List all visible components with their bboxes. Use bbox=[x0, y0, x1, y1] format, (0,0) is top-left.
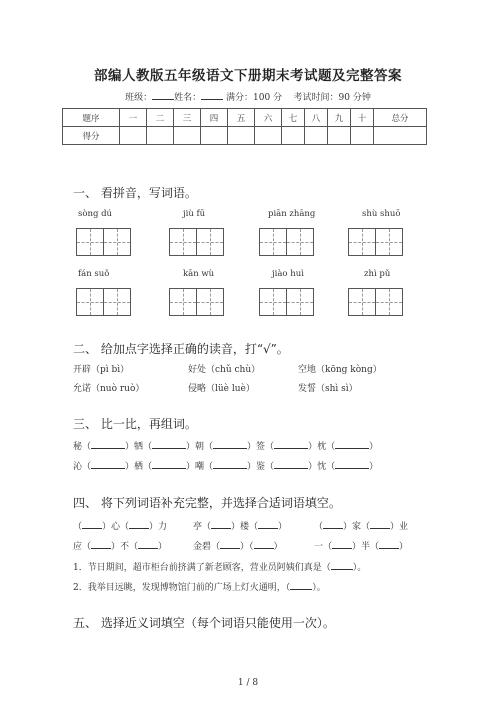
writing-box[interactable] bbox=[259, 228, 287, 256]
fill-sentence bbox=[73, 580, 326, 593]
idiom-text: ）心（ bbox=[102, 522, 130, 532]
pinyin-label: zhì pǔ bbox=[364, 269, 391, 279]
answer-blank[interactable] bbox=[213, 460, 247, 469]
idiom-text: 一（ bbox=[314, 542, 333, 552]
exam-info-line bbox=[0, 90, 496, 103]
idiom-text: ）不（ bbox=[111, 542, 139, 552]
writing-box[interactable] bbox=[76, 228, 104, 256]
answer-blank[interactable] bbox=[211, 520, 231, 529]
answer-blank[interactable] bbox=[220, 540, 240, 549]
answer-blank[interactable] bbox=[331, 561, 353, 570]
reading-choice[interactable]: 空地（kōng kòng） bbox=[298, 365, 382, 375]
reading-choice[interactable]: 开辟（pì bì） bbox=[73, 365, 130, 375]
writing-box[interactable] bbox=[103, 228, 131, 256]
table-cell: 得分 bbox=[63, 127, 120, 145]
score-cell[interactable] bbox=[174, 127, 201, 145]
table-cell: 三 bbox=[174, 109, 201, 127]
idiom-row bbox=[193, 519, 287, 532]
answer-blank[interactable] bbox=[138, 540, 158, 549]
answer-blank[interactable] bbox=[274, 460, 308, 469]
char-suffix: ） bbox=[369, 442, 379, 452]
compare-row bbox=[73, 439, 378, 452]
char-prefix: ）栖（ bbox=[125, 462, 153, 472]
pinyin-label: jiào huì bbox=[272, 269, 304, 279]
name-blank bbox=[201, 90, 223, 100]
name-label: 姓名： bbox=[174, 93, 202, 103]
fill-sentence bbox=[73, 560, 366, 573]
table-cell: 题序 bbox=[63, 109, 120, 127]
answer-blank[interactable] bbox=[152, 440, 186, 449]
table-cell: 八 bbox=[305, 109, 328, 127]
idiom-text: ）力 bbox=[149, 522, 168, 532]
score-table-header-row bbox=[63, 109, 427, 127]
score-cell[interactable] bbox=[374, 127, 427, 145]
class-label: 班级： bbox=[125, 93, 153, 103]
writing-box[interactable] bbox=[196, 288, 224, 316]
table-cell: 六 bbox=[255, 109, 282, 127]
answer-blank[interactable] bbox=[82, 520, 102, 529]
answer-blank[interactable] bbox=[323, 520, 343, 529]
document-title: 部编人教版五年级语文下册期末考试题及完整答案 bbox=[94, 68, 402, 84]
idiom-row bbox=[73, 539, 167, 552]
pinyin-label: sòng dú bbox=[78, 209, 113, 219]
answer-blank[interactable] bbox=[370, 520, 390, 529]
char-prefix: ）鉴（ bbox=[247, 462, 275, 472]
table-cell: 七 bbox=[282, 109, 305, 127]
section-3-heading: 三、 比一比，再组词。 bbox=[73, 417, 197, 431]
idiom-text: 金碧（ bbox=[193, 542, 221, 552]
writing-box[interactable] bbox=[348, 288, 376, 316]
table-cell: 总分 bbox=[374, 109, 427, 127]
full-score: 满分：100 分 bbox=[226, 93, 283, 103]
writing-box[interactable] bbox=[259, 288, 287, 316]
idiom-text: ）（ bbox=[240, 542, 254, 552]
table-cell: 二 bbox=[147, 109, 174, 127]
idiom-text: 亭（ bbox=[193, 522, 212, 532]
reading-choice[interactable]: 侵略（lüè luè） bbox=[188, 384, 255, 394]
answer-blank[interactable] bbox=[335, 440, 369, 449]
reading-choice[interactable]: 好处（chǔ chù） bbox=[188, 365, 261, 375]
writing-box[interactable] bbox=[196, 228, 224, 256]
idiom-text: ）家（ bbox=[343, 522, 371, 532]
char-prefix: ）牺（ bbox=[125, 442, 153, 452]
char-prefix: ）枕（ bbox=[308, 442, 336, 452]
writing-box[interactable] bbox=[76, 288, 104, 316]
answer-blank[interactable] bbox=[254, 540, 274, 549]
answer-blank[interactable] bbox=[91, 440, 125, 449]
writing-box[interactable] bbox=[169, 288, 197, 316]
writing-box[interactable] bbox=[348, 228, 376, 256]
writing-box[interactable] bbox=[169, 228, 197, 256]
score-cell[interactable] bbox=[201, 127, 228, 145]
idiom-text: ） bbox=[273, 542, 283, 552]
page-number: 1 / 8 bbox=[237, 678, 259, 688]
char-suffix: ） bbox=[369, 462, 379, 472]
sentence-text: 1．节日期间，超市柜台前挤满了新老顾客，营业员阿姨们真是（ bbox=[73, 563, 331, 573]
idiom-row bbox=[314, 519, 408, 532]
answer-blank[interactable] bbox=[91, 460, 125, 469]
section-2-heading: 二、 给加点字选择正确的读音，打“√”。 bbox=[73, 342, 289, 356]
table-cell: 十 bbox=[351, 109, 374, 127]
section-5-heading: 五、 选择近义词填空（每个词语只能使用一次）。 bbox=[73, 616, 335, 630]
pinyin-label: piān zhāng bbox=[268, 209, 316, 219]
idiom-text: ）业 bbox=[390, 522, 409, 532]
section-4-heading: 四、 将下列词语补充完整，并选择合适词语填空。 bbox=[73, 496, 341, 510]
answer-blank[interactable] bbox=[258, 520, 278, 529]
answer-blank[interactable] bbox=[335, 460, 369, 469]
table-cell: 五 bbox=[228, 109, 255, 127]
idiom-text: ） bbox=[278, 522, 288, 532]
char-prefix: ）嘲（ bbox=[186, 462, 214, 472]
writing-box[interactable] bbox=[286, 288, 314, 316]
table-cell: 九 bbox=[328, 109, 351, 127]
answer-blank[interactable] bbox=[152, 460, 186, 469]
idiom-row bbox=[314, 539, 408, 552]
idiom-row bbox=[193, 539, 283, 552]
score-cell[interactable] bbox=[228, 127, 255, 145]
idiom-text: （ bbox=[73, 522, 83, 532]
writing-box[interactable] bbox=[375, 288, 403, 316]
score-table-score-row bbox=[63, 127, 427, 145]
idiom-text: ） bbox=[399, 542, 409, 552]
section-1-heading: 一、 看拼音，写词语。 bbox=[73, 186, 197, 200]
score-cell[interactable] bbox=[255, 127, 282, 145]
score-table bbox=[62, 108, 427, 145]
reading-choice[interactable]: 发誓（shì sì） bbox=[298, 384, 358, 394]
score-cell[interactable] bbox=[328, 127, 351, 145]
score-cell[interactable] bbox=[120, 127, 147, 145]
exam-time: 考试时间：90 分钟 bbox=[293, 93, 371, 103]
table-cell: 一 bbox=[120, 109, 147, 127]
sentence-text: ）。 bbox=[312, 583, 326, 593]
pinyin-label: kān wù bbox=[183, 269, 215, 279]
idiom-row bbox=[73, 519, 167, 532]
idiom-text: ） bbox=[158, 542, 168, 552]
answer-blank[interactable] bbox=[332, 540, 352, 549]
score-cell[interactable] bbox=[351, 127, 374, 145]
pinyin-label: jiù fū bbox=[183, 209, 206, 219]
sentence-text: ）。 bbox=[352, 563, 367, 573]
answer-blank[interactable] bbox=[274, 440, 308, 449]
idiom-text: ）半（ bbox=[352, 542, 380, 552]
score-cell[interactable] bbox=[305, 127, 328, 145]
sentence-text: 2．我举目远眺，发现博物馆门前的广场上灯火通明，（ bbox=[73, 583, 291, 593]
writing-box[interactable] bbox=[103, 288, 131, 316]
char-prefix: ）朝（ bbox=[186, 442, 214, 452]
answer-blank[interactable] bbox=[91, 540, 111, 549]
writing-box[interactable] bbox=[286, 228, 314, 256]
pinyin-label: shù shuō bbox=[362, 209, 401, 219]
char-prefix: ）签（ bbox=[247, 442, 275, 452]
class-blank bbox=[152, 90, 174, 100]
score-cell[interactable] bbox=[282, 127, 305, 145]
char-prefix: ）忱（ bbox=[308, 462, 336, 472]
idiom-text: ）楼（ bbox=[231, 522, 259, 532]
char-prefix: 沁（ bbox=[73, 462, 92, 472]
char-prefix: 秘（ bbox=[73, 442, 92, 452]
pinyin-label: fán suǒ bbox=[78, 269, 110, 279]
idiom-text: （ bbox=[314, 522, 324, 532]
idiom-text: 应（ bbox=[73, 542, 92, 552]
table-cell: 四 bbox=[201, 109, 228, 127]
compare-row bbox=[73, 459, 378, 472]
answer-blank[interactable] bbox=[129, 520, 149, 529]
answer-blank[interactable] bbox=[379, 540, 399, 549]
answer-blank[interactable] bbox=[213, 440, 247, 449]
reading-choice[interactable]: 允诺（nuò ruò） bbox=[73, 384, 145, 394]
score-cell[interactable] bbox=[147, 127, 174, 145]
answer-blank[interactable] bbox=[290, 581, 312, 590]
writing-box[interactable] bbox=[375, 228, 403, 256]
